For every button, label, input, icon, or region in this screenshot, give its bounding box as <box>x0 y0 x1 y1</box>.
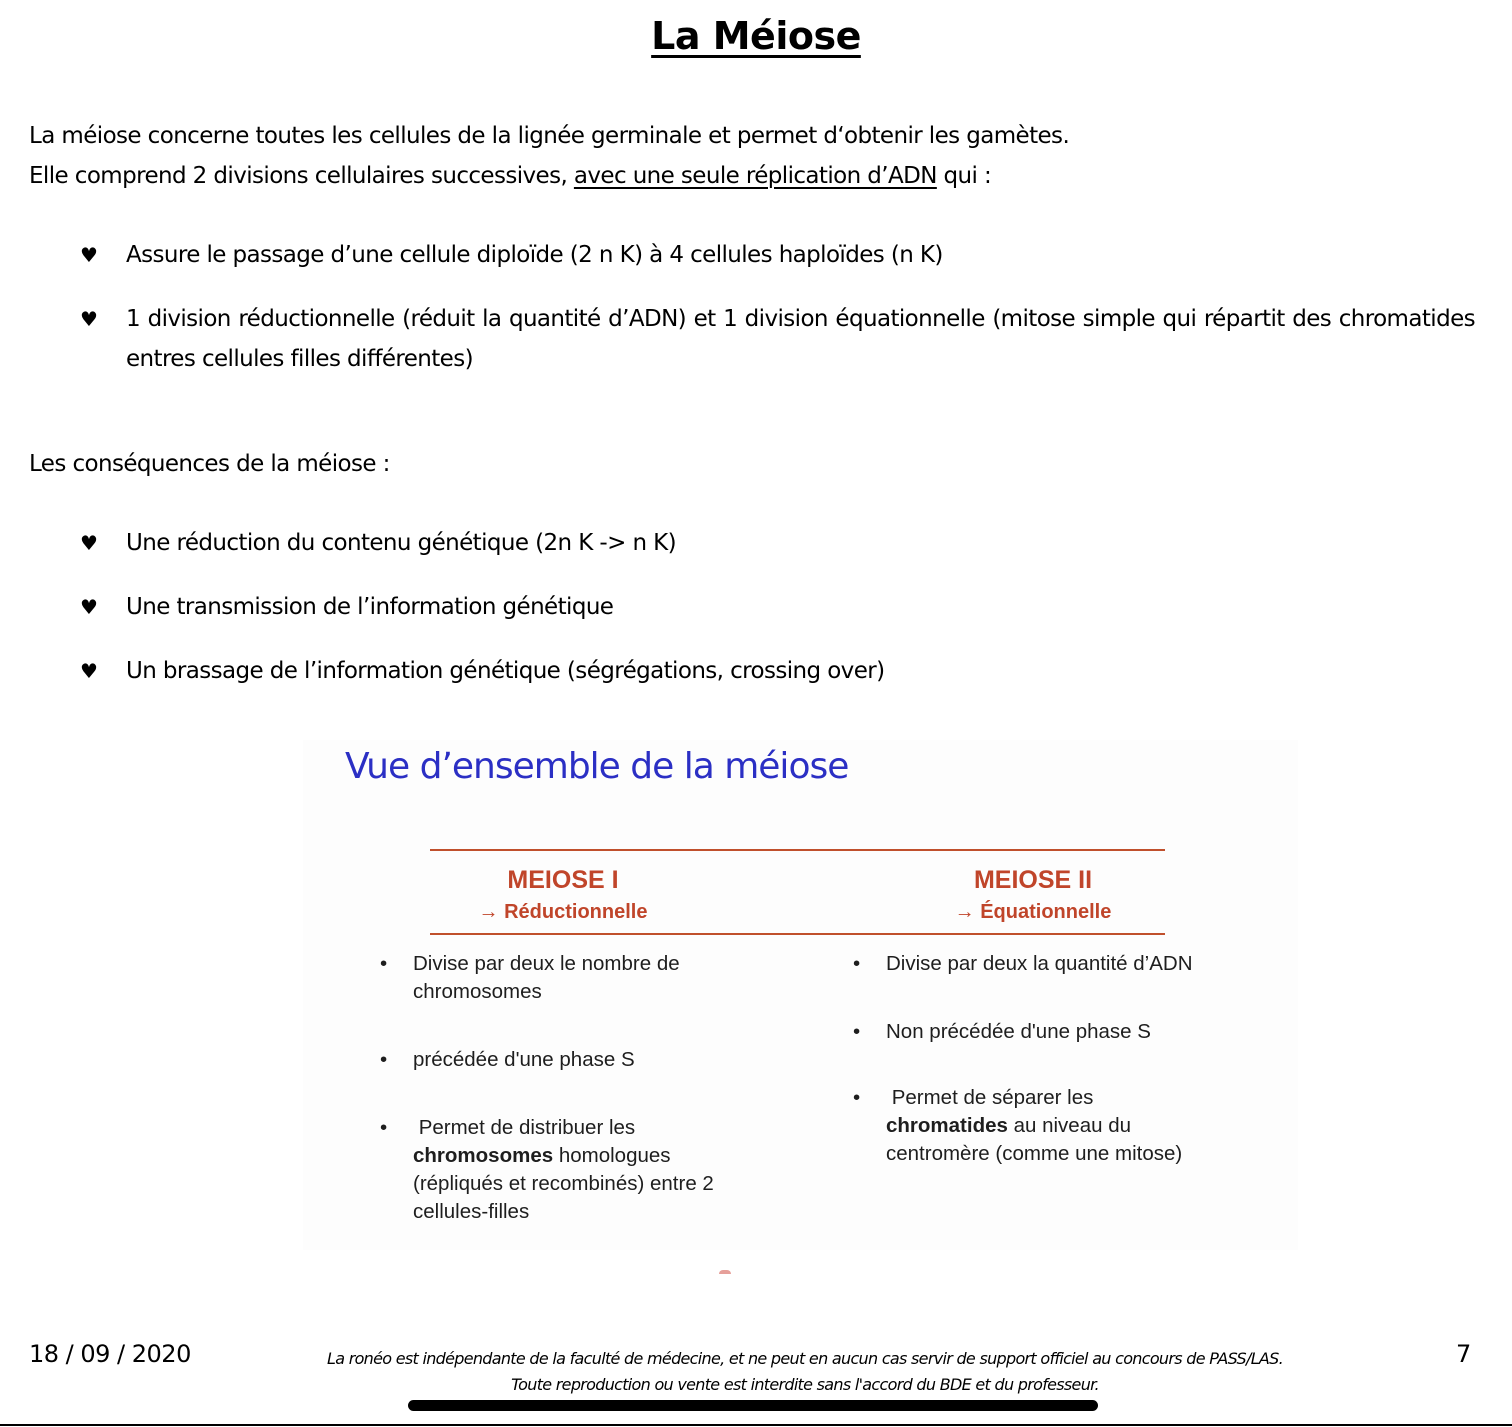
bold-term: chromosomes <box>413 1144 554 1167</box>
meiose-2-list <box>853 950 1193 1208</box>
list-item <box>80 523 1475 563</box>
list-item <box>380 1046 760 1074</box>
slide-image-meiosis-overview <box>303 740 1298 1250</box>
list-item-text: Une transmission de l’information génétique <box>126 594 614 620</box>
list-item-text: Un brassage de l’information génétique (ségrégations, crossing over) <box>126 658 885 684</box>
list-item-text: Permet de séparer les <box>886 1086 1100 1109</box>
heart-bullet-icon: ♥ <box>80 243 98 267</box>
column-subheading: → Équationnelle <box>954 901 1112 923</box>
intro-line-2 <box>29 156 1479 196</box>
footer-disclaimer <box>240 1346 1370 1398</box>
column-header-meiose-2 <box>913 866 1153 924</box>
list-item-text: Divise par deux la quantité d’ADN <box>886 952 1193 975</box>
bullet-dot-icon: • <box>380 1048 388 1071</box>
slide-artifact-mark <box>719 1270 731 1274</box>
list-item <box>853 1084 1193 1168</box>
list-item-text: Permet de distribuer les <box>413 1116 641 1139</box>
consequences-list <box>80 523 1475 715</box>
list-item-text: Non précédée d'une phase S <box>886 1020 1151 1043</box>
footer-divider <box>0 1424 1512 1426</box>
list-item-text: homologues (répliqués et recombinés) entre 2 cellules-filles <box>413 1144 714 1223</box>
page-title <box>0 14 1512 58</box>
bullet-dot-icon: • <box>380 1116 388 1139</box>
list-item <box>80 651 1475 691</box>
list-item <box>80 587 1475 627</box>
intro-line-1: La méiose concerne toutes les cellules de la lignée germinale et permet d‘obtenir les gamètes. <box>29 123 1070 149</box>
column-heading: MEIOSE I <box>507 866 619 894</box>
slide-title: Vue d’ensemble de la méiose <box>345 746 849 787</box>
page-number: 7 <box>1456 1340 1472 1368</box>
consequences-heading: Les conséquences de la méiose : <box>29 451 390 477</box>
heart-bullet-icon: ♥ <box>80 531 98 555</box>
column-heading: MEIOSE II <box>973 866 1093 894</box>
list-item <box>80 235 1475 275</box>
list-item-text: Divise par deux le nombre de chromosomes <box>413 952 680 1003</box>
table-top-rule <box>430 849 1165 851</box>
intro-line-2-prefix: Elle comprend 2 divisions cellulaires successives, <box>29 163 574 189</box>
footer-disclaimer-line-2: Toute reproduction ou vente est interdite sans l'accord du BDE et du professeur. <box>511 1375 1099 1394</box>
table-header-rule <box>430 933 1165 935</box>
heart-bullet-icon: ♥ <box>80 595 98 619</box>
list-item-text: 1 division réductionnelle (réduit la quantité d’ADN) et 1 division équationnelle (mitose simple qui répartit des chromatides entres cellules filles différentes) <box>126 306 1475 372</box>
intro-paragraph <box>29 116 1479 196</box>
list-item <box>380 1114 760 1226</box>
intro-bullet-list <box>80 235 1475 403</box>
list-item-text: au niveau du centromère (comme une mitose) <box>886 1114 1183 1165</box>
column-subheading: → Réductionnelle <box>478 901 648 923</box>
list-item-text: précédée d'une phase S <box>413 1048 635 1071</box>
list-item <box>853 1018 1193 1046</box>
bullet-dot-icon: • <box>853 952 861 975</box>
intro-line-2-suffix: qui : <box>936 163 992 189</box>
bullet-dot-icon: • <box>380 952 388 975</box>
list-item-text: Assure le passage d’une cellule diploïde (2 n K) à 4 cellules haploïdes (n K) <box>126 242 943 268</box>
footer-date: 18 / 09 / 2020 <box>29 1340 191 1368</box>
list-item <box>853 950 1193 978</box>
bold-term: chromatides <box>886 1114 1008 1137</box>
heart-bullet-icon: ♥ <box>80 307 98 331</box>
page-title-text: La Méiose <box>651 14 861 58</box>
heart-bullet-icon: ♥ <box>80 659 98 683</box>
column-header-meiose-1 <box>453 866 673 924</box>
footer-disclaimer-line-1: La ronéo est indépendante de la faculté de médecine, et ne peut en aucun cas servir de support officiel au concours de PASS/LAS. <box>327 1349 1283 1368</box>
list-item <box>80 299 1475 379</box>
bullet-dot-icon: • <box>853 1020 861 1043</box>
bullet-dot-icon: • <box>853 1086 861 1109</box>
intro-underlined-text: avec une seule réplication d’ADN <box>573 163 937 189</box>
footer-decorative-bar <box>408 1400 1098 1411</box>
list-item-text: Une réduction du contenu génétique (2n K -> n K) <box>126 530 677 556</box>
list-item <box>380 950 760 1006</box>
meiose-1-list <box>380 950 760 1266</box>
